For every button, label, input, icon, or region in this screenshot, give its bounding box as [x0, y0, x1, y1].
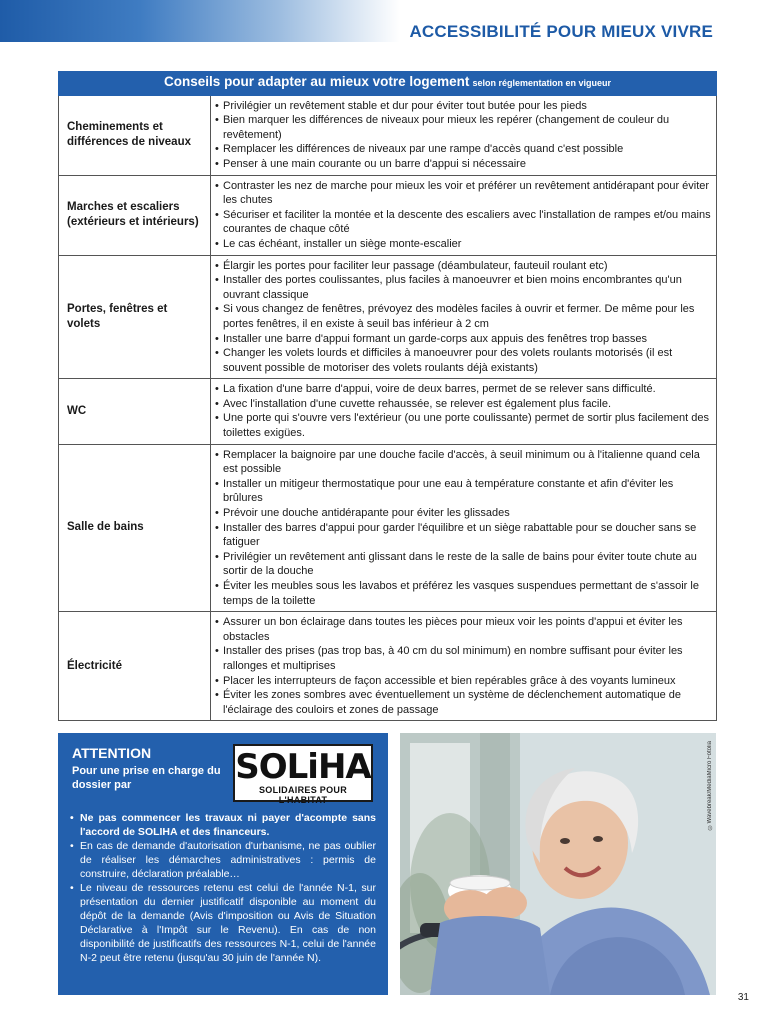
tips-list [215, 382, 712, 440]
tip-item: • Contraster les nez de marche pour mieux les voir et préférer un revêtement antidérapant pour éviter les chutes [215, 179, 712, 208]
table-row [59, 175, 717, 255]
tip-item: • Prévoir une douche antidérapante pour éviter les glissades [215, 506, 712, 521]
table-title-main: Conseils pour adapter au mieux votre logement [164, 74, 470, 89]
tip-item: • Changer les volets lourds et difficiles à manoeuvrer pour des volets roulants motorisés (il est souvent possible de motoriser des volets roulants déjà existants) [215, 346, 712, 375]
row-tips [211, 175, 717, 255]
attention-subtitle: Pour une prise en charge du dossier par [72, 765, 221, 791]
tip-item: • Éviter les meubles sous les lavabos et préférez les vasques suspendues permettant de s'assoir le temps de la toilette [215, 579, 712, 608]
tip-item: • Bien marquer les différences de niveaux pour mieux les repérer (changement de couleur du revêtement) [215, 113, 712, 142]
row-category: Portes, fenêtres et volets [59, 255, 211, 379]
advice-table [58, 71, 717, 721]
table-row [59, 95, 717, 175]
attention-list [70, 811, 376, 965]
tip-item: • Installer des barres d'appui pour garder l'équilibre et un siège rabattable pour se doucher sans se fatiguer [215, 521, 712, 550]
tip-item: • Remplacer la baignoire par une douche facile d'accès, à seuil minimum ou à l'italienne quand cela est possible [215, 448, 712, 477]
tip-item: • Installer une barre d'appui formant un garde-corps aux appuis des fenêtres trop basses [215, 332, 712, 347]
tip-item: • Installer un mitigeur thermostatique pour une eau à température constante et afin d'éviter les brûlures [215, 477, 712, 506]
tip-item: • Éviter les zones sombres avec éventuellement un système de déclenchement automatique de l'éclairage des couloirs et zones de passage [215, 688, 712, 717]
attention-item: • Ne pas commencer les travaux ni payer d'acompte sans l'accord de SOLIHA et des financeurs. [70, 811, 376, 839]
header-color-band [0, 0, 400, 42]
tip-item: • La fixation d'une barre d'appui, voire de deux barres, permet de se relever sans difficulté. [215, 382, 712, 397]
tip-item: • Installer des prises (pas trop bas, à 40 cm du sol minimum) en nombre suffisant pour éviter les rallonges et multiprises [215, 644, 712, 673]
row-tips [211, 95, 717, 175]
soliha-logo-wordmark: SOLiHA [235, 747, 371, 787]
table-row [59, 255, 717, 379]
tips-list [215, 259, 712, 376]
attention-item: • En cas de demande d'autorisation d'urbanisme, ne pas oublier de réaliser les démarches administratives : permis de construire, déclaration préalable… [70, 839, 376, 881]
soliha-logo [233, 744, 373, 805]
tips-list [215, 615, 712, 717]
tip-item: • Assurer un bon éclairage dans toutes les pièces pour mieux voir les points d'appui et éviter les obstacles [215, 615, 712, 644]
tips-list [215, 99, 712, 172]
attention-item: • Le niveau de ressources retenu est celui de l'année N-1, sur présentation du dernier justificatif disponible au moment du dépôt de la demande (Avis d'imposition ou Avis de Situation Déclarative à l'Impôt sur le Revenu). En cas de non disponibilité de justificatifs des ressources N-1, celui de l'année N-2 peut être retenu (jusqu'au 30 juin de l'année N). [70, 881, 376, 965]
row-category: Cheminements et différences de niveaux [59, 95, 211, 175]
tip-item: • Une porte qui s'ouvre vers l'extérieur (ou une porte coulissante) permet de sortir plus facilement des toilettes exigües. [215, 411, 712, 440]
tip-item: • Penser à une main courante ou un barre d'appui si nécessaire [215, 157, 712, 172]
senior-woman-photo [400, 733, 716, 995]
table-row [59, 444, 717, 612]
table-title [59, 72, 717, 96]
soliha-logo-tagline: SOLIDAIRES POUR L'HABITAT [258, 785, 347, 805]
tip-item: • Sécuriser et faciliter la montée et la descente des escaliers avec l'installation de rampes et/ou mains courantes de chaque côté [215, 208, 712, 237]
tip-item: • Le cas échéant, installer un siège monte-escalier [215, 237, 712, 252]
table-row [59, 379, 717, 444]
attention-title: ATTENTION [72, 745, 152, 761]
row-category: WC [59, 379, 211, 444]
table-title-subtitle: selon réglementation en vigueur [472, 78, 611, 88]
row-tips [211, 255, 717, 379]
tip-item: • Si vous changez de fenêtres, prévoyez des modèles faciles à ouvrir et fermer. De même pour les portes fenêtres, il en existe à seuil bas inférieur à 2 cm [215, 302, 712, 331]
tips-list [215, 179, 712, 252]
row-tips [211, 379, 717, 444]
row-category: Salle de bains [59, 444, 211, 612]
tips-list [215, 448, 712, 609]
row-category: Électricité [59, 612, 211, 721]
photo-credit: ©Wavebreak/MediaMicro Fotolia [707, 741, 713, 830]
row-tips [211, 612, 717, 721]
senior-woman-illustration [400, 733, 716, 995]
table-body [59, 95, 717, 721]
tip-item: • Privilégier un revêtement stable et dur pour éviter tout butée pour les pieds [215, 99, 712, 114]
page-title: ACCESSIBILITÉ POUR MIEUX VIVRE [409, 22, 713, 41]
tip-item: • Privilégier un revêtement anti glissant dans le reste de la salle de bains pour éviter toute chute au sortir de la douche [215, 550, 712, 579]
tip-item: • Placer les interrupteurs de façon accessible et bien repérables grâce à des voyants lumineux [215, 674, 712, 689]
row-category: Marches et escaliers (extérieurs et intérieurs) [59, 175, 211, 255]
table-row [59, 612, 717, 721]
tip-item: • Élargir les portes pour faciliter leur passage (déambulateur, fauteuil roulant etc) [215, 259, 712, 274]
tip-item: • Avec l'installation d'une cuvette rehaussée, se relever est également plus facile. [215, 397, 712, 412]
attention-box [58, 733, 388, 995]
page-number: 31 [737, 992, 749, 1003]
tip-item: • Installer des portes coulissantes, plus faciles à manoeuvrer et bien moins encombrantes qu'un ouvrant classique [215, 273, 712, 302]
row-tips [211, 444, 717, 612]
tip-item: • Remplacer les différences de niveaux par une rampe d'accès quand c'est possible [215, 142, 712, 157]
